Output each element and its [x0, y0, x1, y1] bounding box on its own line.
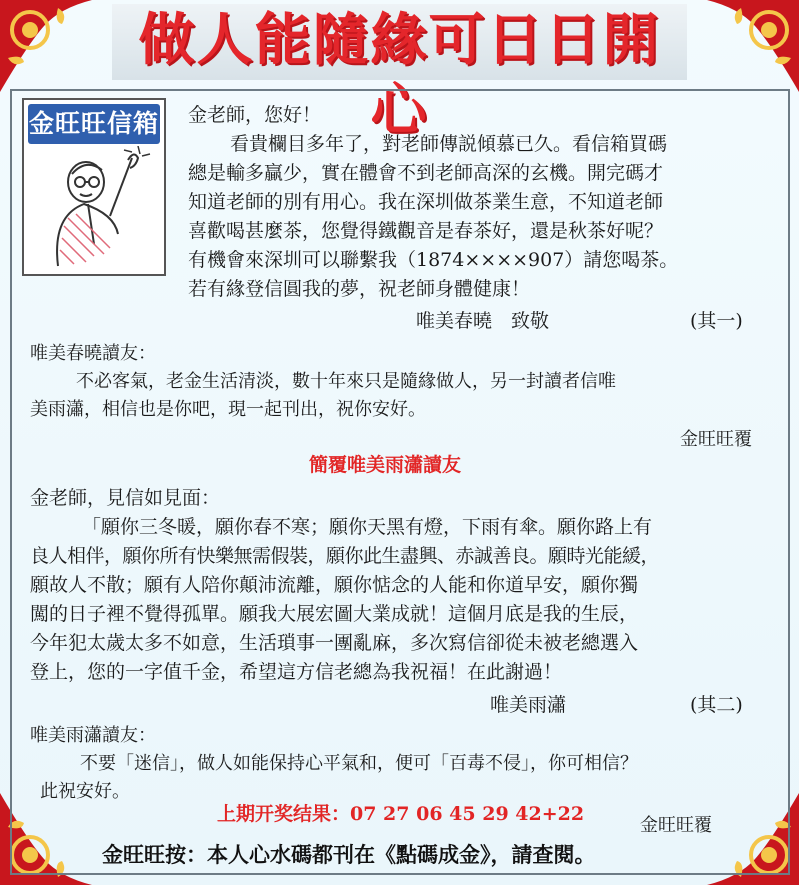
reply1-salutation: 唯美春曉讀友： [30, 343, 156, 364]
letter2-salutation: 金老師，見信如見面： [30, 487, 221, 509]
letter1-line: 有機會來深圳可以聯繫我（1874××××907）請您喝茶。 [188, 249, 679, 271]
letter2-line: 「願你三冬暖，願你春不寒；願你天黑有燈，下雨有傘。願你路上有 [82, 516, 653, 538]
reply2-line: 此祝安好。 [40, 781, 130, 802]
ornament-corner-icon [707, 0, 799, 92]
column-logo [22, 98, 166, 276]
letter1-line: 若有緣登信圓我的夢，祝老師身體健康！ [188, 278, 531, 300]
letter1-line: 喜歡喝甚麼茶，您覺得鐵觀音是春茶好，還是秋茶好呢？ [188, 220, 664, 242]
ornament-corner-icon [0, 0, 92, 92]
letter2-line: 闖的日子裡不覺得孤單。願我大展宏圖大業成就！這個月底是我的生辰， [30, 603, 639, 625]
letter1-line: 總是輸多贏少，實在體會不到老師高深的玄機。開完碼才 [188, 162, 664, 184]
teacher-illustration-icon [28, 146, 160, 272]
reply2-signature: 金旺旺覆 [640, 815, 712, 836]
letter1-line: 看貴欄目多年了，對老師傳説傾慕已久。看信箱買碼 [230, 133, 668, 155]
footer-note: 金旺旺按：本人心水碼都刊在《點碼成金》，請查閱。 [102, 843, 596, 867]
page-title: 做人能隨緣可日日開心 [138, 8, 661, 143]
letter1-salutation: 金老師，您好！ [188, 104, 322, 126]
letter1-number: (其一) [690, 310, 743, 332]
column-label: 金旺旺信箱 [28, 104, 160, 144]
letter2-line: 良人相伴，願你所有快樂無需假裝，願你此生盡興、赤誠善良。願時光能緩， [30, 545, 660, 567]
letter1-signature: 唯美春曉 致敬 [416, 310, 550, 332]
letter2-line: 登上，您的一字值千金，希望這方信老總為我祝福！在此謝過！ [30, 661, 563, 683]
reply2-salutation: 唯美雨瀟讀友： [30, 725, 156, 746]
reply1-signature: 金旺旺覆 [680, 429, 752, 450]
letter2-number: (其二) [690, 694, 743, 716]
letter2-line: 今年犯太歲太多不如意，生活瑣事一團亂麻，多次寫信卻從未被老總選入 [30, 632, 639, 654]
letter1-line: 知道老師的別有用心。我在深圳做茶業生意，不知道老師 [188, 191, 664, 213]
section-heading: 簡覆唯美雨瀟讀友 [309, 454, 462, 476]
reply1-line: 美雨瀟，相信也是你吧，現一起刊出，祝你安好。 [30, 399, 426, 420]
letter2-signature: 唯美雨瀟 [490, 694, 567, 716]
lottery-result: 上期开奖结果：07 27 06 45 29 42+22 [217, 803, 585, 825]
reply1-line: 不必客氣，老金生活清淡，數十年來只是隨緣做人，另一封讀者信唯 [76, 371, 616, 392]
letter2-line: 願故人不散；願有人陪你顛沛流離，願你惦念的人能和你道早安，願你獨 [30, 574, 639, 596]
reply2-line: 不要「迷信」，做人如能保持心平氣和，便可「百毒不侵」，你可相信？ [80, 753, 638, 774]
